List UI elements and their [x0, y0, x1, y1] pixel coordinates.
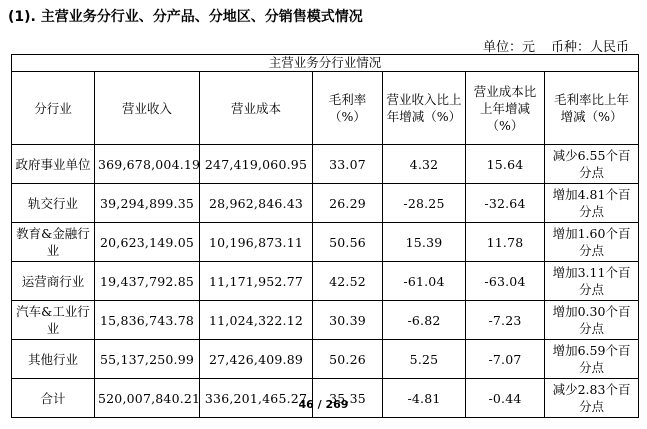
header-cell: 分行业 [12, 72, 95, 145]
header-cell: 营业成本 [200, 72, 313, 145]
revenue-cell: 19,437,792.85 [95, 262, 200, 301]
revenue-change-cell: 15.39 [383, 223, 466, 262]
cost-change-cell: -7.23 [466, 301, 545, 340]
cost-change-cell: -63.04 [466, 262, 545, 301]
cost-change-cell: -32.64 [466, 184, 545, 223]
industry-revenue-table [11, 54, 639, 418]
header-cell: 营业收入比上年增减（%） [383, 72, 466, 145]
margin-change-cell: 增加6.59个百分点 [545, 340, 639, 379]
cost-cell: 28,962,846.43 [200, 184, 313, 223]
revenue-cell: 20,623,149.05 [95, 223, 200, 262]
revenue-cell: 15,836,743.78 [95, 301, 200, 340]
cost-cell: 10,196,873.11 [200, 223, 313, 262]
table-row [12, 301, 639, 340]
margin-cell: 35.35 [313, 379, 383, 418]
revenue-change-cell: 4.32 [383, 145, 466, 184]
unit-line [483, 36, 629, 55]
cost-cell: 336,201,465.27 [200, 379, 313, 418]
industry-cell: 教育&金融行业 [12, 223, 95, 262]
cost-change-cell: -7.07 [466, 340, 545, 379]
industry-cell: 汽车&工业行业 [12, 301, 95, 340]
currency-label: 币种：人民币 [550, 40, 629, 55]
industry-cell: 轨交行业 [12, 184, 95, 223]
page-number: 46 / 269 [298, 398, 349, 411]
table-caption: 主营业务分行业情况 [12, 55, 639, 72]
cost-cell: 247,419,060.95 [200, 145, 313, 184]
cost-change-cell: -0.44 [466, 379, 545, 418]
margin-cell: 50.26 [313, 340, 383, 379]
margin-change-cell: 增加3.11个百分点 [545, 262, 639, 301]
cost-change-cell: 15.64 [466, 145, 545, 184]
margin-cell: 42.52 [313, 262, 383, 301]
cost-change-cell: 11.78 [466, 223, 545, 262]
cost-cell: 27,426,409.89 [200, 340, 313, 379]
revenue-change-cell: -4.81 [383, 379, 466, 418]
industry-cell: 政府事业单位 [12, 145, 95, 184]
revenue-change-cell: 5.25 [383, 340, 466, 379]
header-cell: 毛利率（%） [313, 72, 383, 145]
margin-change-cell: 减少6.55个百分点 [545, 145, 639, 184]
table-row [12, 262, 639, 301]
table-row [12, 223, 639, 262]
margin-cell: 33.07 [313, 145, 383, 184]
cost-cell: 11,024,322.12 [200, 301, 313, 340]
margin-change-cell: 增加4.81个百分点 [545, 184, 639, 223]
revenue-change-cell: -6.82 [383, 301, 466, 340]
cost-cell: 11,171,952.77 [200, 262, 313, 301]
margin-cell: 30.39 [313, 301, 383, 340]
unit-label: 单位：元 [482, 40, 535, 55]
revenue-cell: 55,137,250.99 [95, 340, 200, 379]
margin-change-cell: 减少2.83个百分点 [545, 379, 639, 418]
margin-cell: 50.56 [313, 223, 383, 262]
revenue-cell: 39,294,899.35 [95, 184, 200, 223]
table-row [12, 145, 639, 184]
section-heading: (1). 主营业务分行业、分产品、分地区、分销售模式情况 [8, 9, 363, 25]
revenue-cell: 520,007,840.21 [95, 379, 200, 418]
table-row [12, 184, 639, 223]
industry-cell: 运营商行业 [12, 262, 95, 301]
margin-cell: 26.29 [313, 184, 383, 223]
industry-cell: 合计 [12, 379, 95, 418]
revenue-change-cell: -28.25 [383, 184, 466, 223]
revenue-change-cell: -61.04 [383, 262, 466, 301]
margin-change-cell: 增加0.30个百分点 [545, 301, 639, 340]
header-cell: 毛利率比上年增减（%） [545, 72, 639, 145]
industry-cell: 其他行业 [12, 340, 95, 379]
header-cell: 营业收入 [95, 72, 200, 145]
table-row [12, 340, 639, 379]
header-cell: 营业成本比上年增减（%） [466, 72, 545, 145]
revenue-cell: 369,678,004.19 [95, 145, 200, 184]
margin-change-cell: 增加1.60个百分点 [545, 223, 639, 262]
